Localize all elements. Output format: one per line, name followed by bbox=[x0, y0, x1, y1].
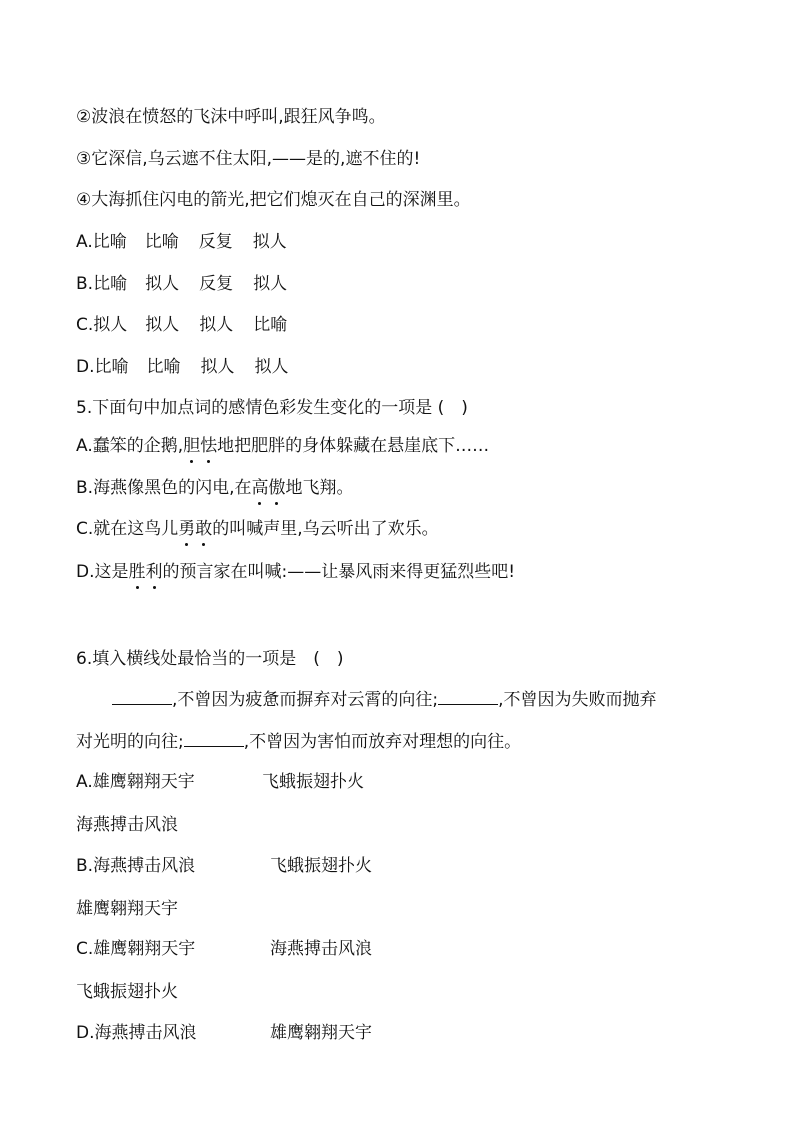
passage-text: ,不曾因为疲惫而摒弃对云霄的向往; bbox=[172, 690, 439, 710]
option-word: 拟人 bbox=[93, 315, 128, 335]
q4-item-4: ④大海抓住闪电的箭光,把它们熄灭在自己的深渊里。 bbox=[76, 190, 471, 210]
q6-option-c-second: 海燕搏击风浪 bbox=[270, 939, 372, 959]
q6-option-d bbox=[76, 1021, 197, 1045]
option-word: 比喻 bbox=[144, 232, 179, 252]
dotted-char: 怯 bbox=[200, 436, 218, 456]
q6-option-a-third: 海燕搏击风浪 bbox=[76, 815, 178, 835]
q6-passage-line-1 bbox=[112, 688, 657, 712]
option-text: 的预言家在叫喊:——让暴风雨来得更猛烈些吧! bbox=[162, 562, 516, 582]
option-word: 拟人 bbox=[253, 274, 288, 294]
option-text: A.蠢笨的企鹅, bbox=[76, 436, 184, 456]
q6-option-d-second: 雄鹰翱翔天宇 bbox=[270, 1023, 372, 1043]
option-word: 反复 bbox=[199, 274, 234, 294]
option-label: B. bbox=[76, 856, 94, 876]
option-label: B. bbox=[76, 274, 94, 294]
option-label: C. bbox=[76, 315, 94, 335]
option-word: 比喻 bbox=[253, 315, 288, 335]
q4-option-a bbox=[76, 230, 287, 254]
dotted-char: 敢 bbox=[195, 519, 213, 539]
q5-option-d bbox=[76, 560, 515, 584]
option-text: 的叫喊声里,乌云听出了欢乐。 bbox=[212, 519, 439, 539]
q5-option-c bbox=[76, 517, 439, 541]
dotted-char: 勇 bbox=[178, 519, 196, 539]
option-word: 反复 bbox=[198, 232, 233, 252]
option-word: 比喻 bbox=[92, 232, 127, 252]
q4-option-c bbox=[76, 313, 287, 337]
q5-stem: 5.下面句中加点词的感情色彩发生变化的一项是 ( ) bbox=[76, 398, 468, 418]
option-word: 拟人 bbox=[200, 357, 235, 377]
option-text: 地飞翔。 bbox=[285, 478, 354, 498]
option-text: 地把肥胖的身体躲藏在悬崖底下…… bbox=[217, 436, 490, 456]
option-label: A. bbox=[76, 232, 93, 252]
option-phrase: 海燕搏击风浪 bbox=[93, 856, 196, 876]
dotted-char: 胆 bbox=[183, 436, 201, 456]
q6-stem: 6.填入横线处最恰当的一项是 ( ) bbox=[76, 649, 344, 669]
option-text: B.海燕像黑色的闪电,在 bbox=[76, 478, 252, 498]
q6-option-a-second: 飞蛾振翅扑火 bbox=[262, 772, 364, 792]
q5-option-a bbox=[76, 434, 489, 458]
option-text: C.就在这鸟儿 bbox=[76, 519, 179, 539]
blank-3 bbox=[184, 730, 244, 747]
dotted-char: 利 bbox=[145, 562, 163, 582]
option-word: 拟人 bbox=[145, 274, 180, 294]
q6-option-c-third: 飞蛾振翅扑火 bbox=[76, 982, 178, 1002]
passage-text: 对光明的向往; bbox=[76, 732, 184, 752]
q6-passage-line-2 bbox=[76, 730, 521, 754]
option-phrase: 海燕搏击风浪 bbox=[94, 1023, 197, 1043]
q6-option-b-second: 飞蛾振翅扑火 bbox=[270, 856, 372, 876]
option-label: D. bbox=[76, 1023, 95, 1043]
option-word: 拟人 bbox=[145, 315, 180, 335]
q6-option-b-third: 雄鹰翱翔天宇 bbox=[76, 899, 178, 919]
option-text: D.这是 bbox=[76, 562, 129, 582]
dotted-char: 傲 bbox=[268, 478, 286, 498]
blank-1 bbox=[112, 688, 172, 705]
option-word: 拟人 bbox=[252, 232, 287, 252]
q4-item-2: ②波浪在愤怒的飞沫中呼叫,跟狂风争鸣。 bbox=[76, 107, 386, 127]
option-phrase: 雄鹰翱翔天宇 bbox=[93, 939, 196, 959]
dotted-char: 胜 bbox=[128, 562, 146, 582]
q4-option-d bbox=[76, 355, 289, 379]
q4-option-b bbox=[76, 272, 287, 296]
q6-option-b bbox=[76, 854, 195, 878]
option-word: 比喻 bbox=[146, 357, 181, 377]
q4-item-3: ③它深信,乌云遮不住太阳,——是的,遮不住的! bbox=[76, 149, 421, 169]
passage-text: ,不曾因为害怕而放弃对理想的向往。 bbox=[243, 732, 522, 752]
option-word: 拟人 bbox=[199, 315, 234, 335]
option-word: 比喻 bbox=[94, 357, 129, 377]
option-word: 比喻 bbox=[93, 274, 128, 294]
option-word: 拟人 bbox=[254, 357, 289, 377]
q5-option-b bbox=[76, 476, 353, 500]
blank-2 bbox=[438, 688, 498, 705]
option-phrase: 雄鹰翱翔天宇 bbox=[92, 772, 195, 792]
option-label: A. bbox=[76, 772, 93, 792]
q6-option-a bbox=[76, 770, 195, 794]
option-label: C. bbox=[76, 939, 94, 959]
dotted-char: 高 bbox=[251, 478, 269, 498]
option-label: D. bbox=[76, 357, 95, 377]
q6-option-c bbox=[76, 937, 195, 961]
passage-text: ,不曾因为失败而抛弃 bbox=[498, 690, 657, 710]
